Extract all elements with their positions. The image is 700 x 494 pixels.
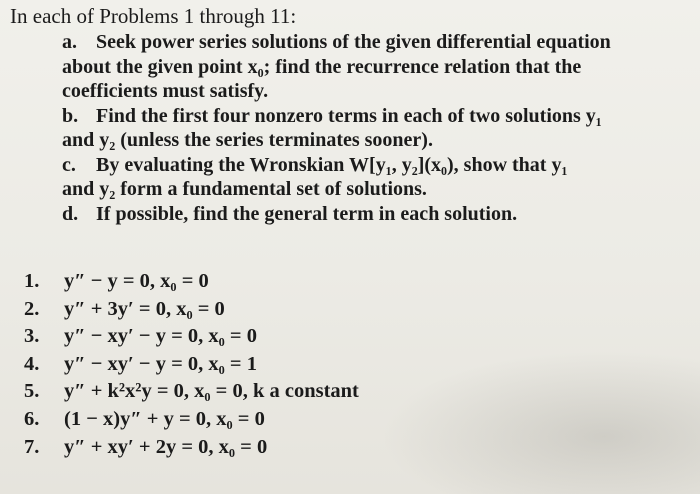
instructions-list [62,30,692,226]
problem-number: 6. [24,407,40,430]
page-shadow [380,350,700,494]
problem-equation: (1 − x)y″ + y = 0, x₀ = 0 [64,407,265,430]
part-line: Find the first four nonzero terms in each of two solutions y₁ [96,104,602,127]
problem-equation: y″ + xy′ + 2y = 0, x₀ = 0 [64,435,268,458]
intro-heading: In each of Problems 1 through 11: [10,4,297,28]
problem-item [24,434,359,462]
problem-item [24,323,359,351]
part-line: about the given point x₀; find the recurrence relation that the [62,55,582,78]
problem-equation: y″ − xy′ − y = 0, x₀ = 1 [64,352,257,375]
problem-item [24,378,359,406]
problem-equation: y″ − xy′ − y = 0, x₀ = 0 [64,325,257,348]
instruction-part-c [62,153,692,202]
problem-number: 4. [24,352,40,375]
problem-item [24,268,359,296]
instruction-part-a [62,30,692,104]
part-label: c. [62,153,76,176]
problem-number: 1. [24,270,40,292]
part-line: If possible, find the general term in each solution. [96,202,518,225]
part-label: d. [62,202,79,225]
part-line: and y₂ (unless the series terminates sooner). [62,129,433,151]
instruction-part-d [62,202,692,227]
problem-list [24,268,359,461]
part-line: and y₂ form a fundamental set of solutions. [62,178,427,200]
problem-equation: y″ − y = 0, x₀ = 0 [64,270,209,292]
problem-number: 3. [24,325,40,348]
problem-equation: y″ + 3y′ = 0, x₀ = 0 [64,297,225,320]
problem-number: 2. [24,297,40,320]
problem-number: 7. [24,435,40,458]
part-label: a. [62,31,77,53]
part-line: coefficients must satisfy. [62,80,269,102]
problem-item [24,296,359,324]
problem-item [24,351,359,379]
problem-equation: y″ + k²x²y = 0, x₀ = 0, k a constant [64,380,359,403]
problem-item [24,406,359,434]
problem-number: 5. [24,380,40,403]
part-label: b. [62,104,79,127]
instruction-part-b [62,104,692,153]
part-line: By evaluating the Wronskian W[y₁, y₂](x₀), show that y₁ [96,153,568,176]
part-line: Seek power series solutions of the given differential equation [96,31,611,53]
